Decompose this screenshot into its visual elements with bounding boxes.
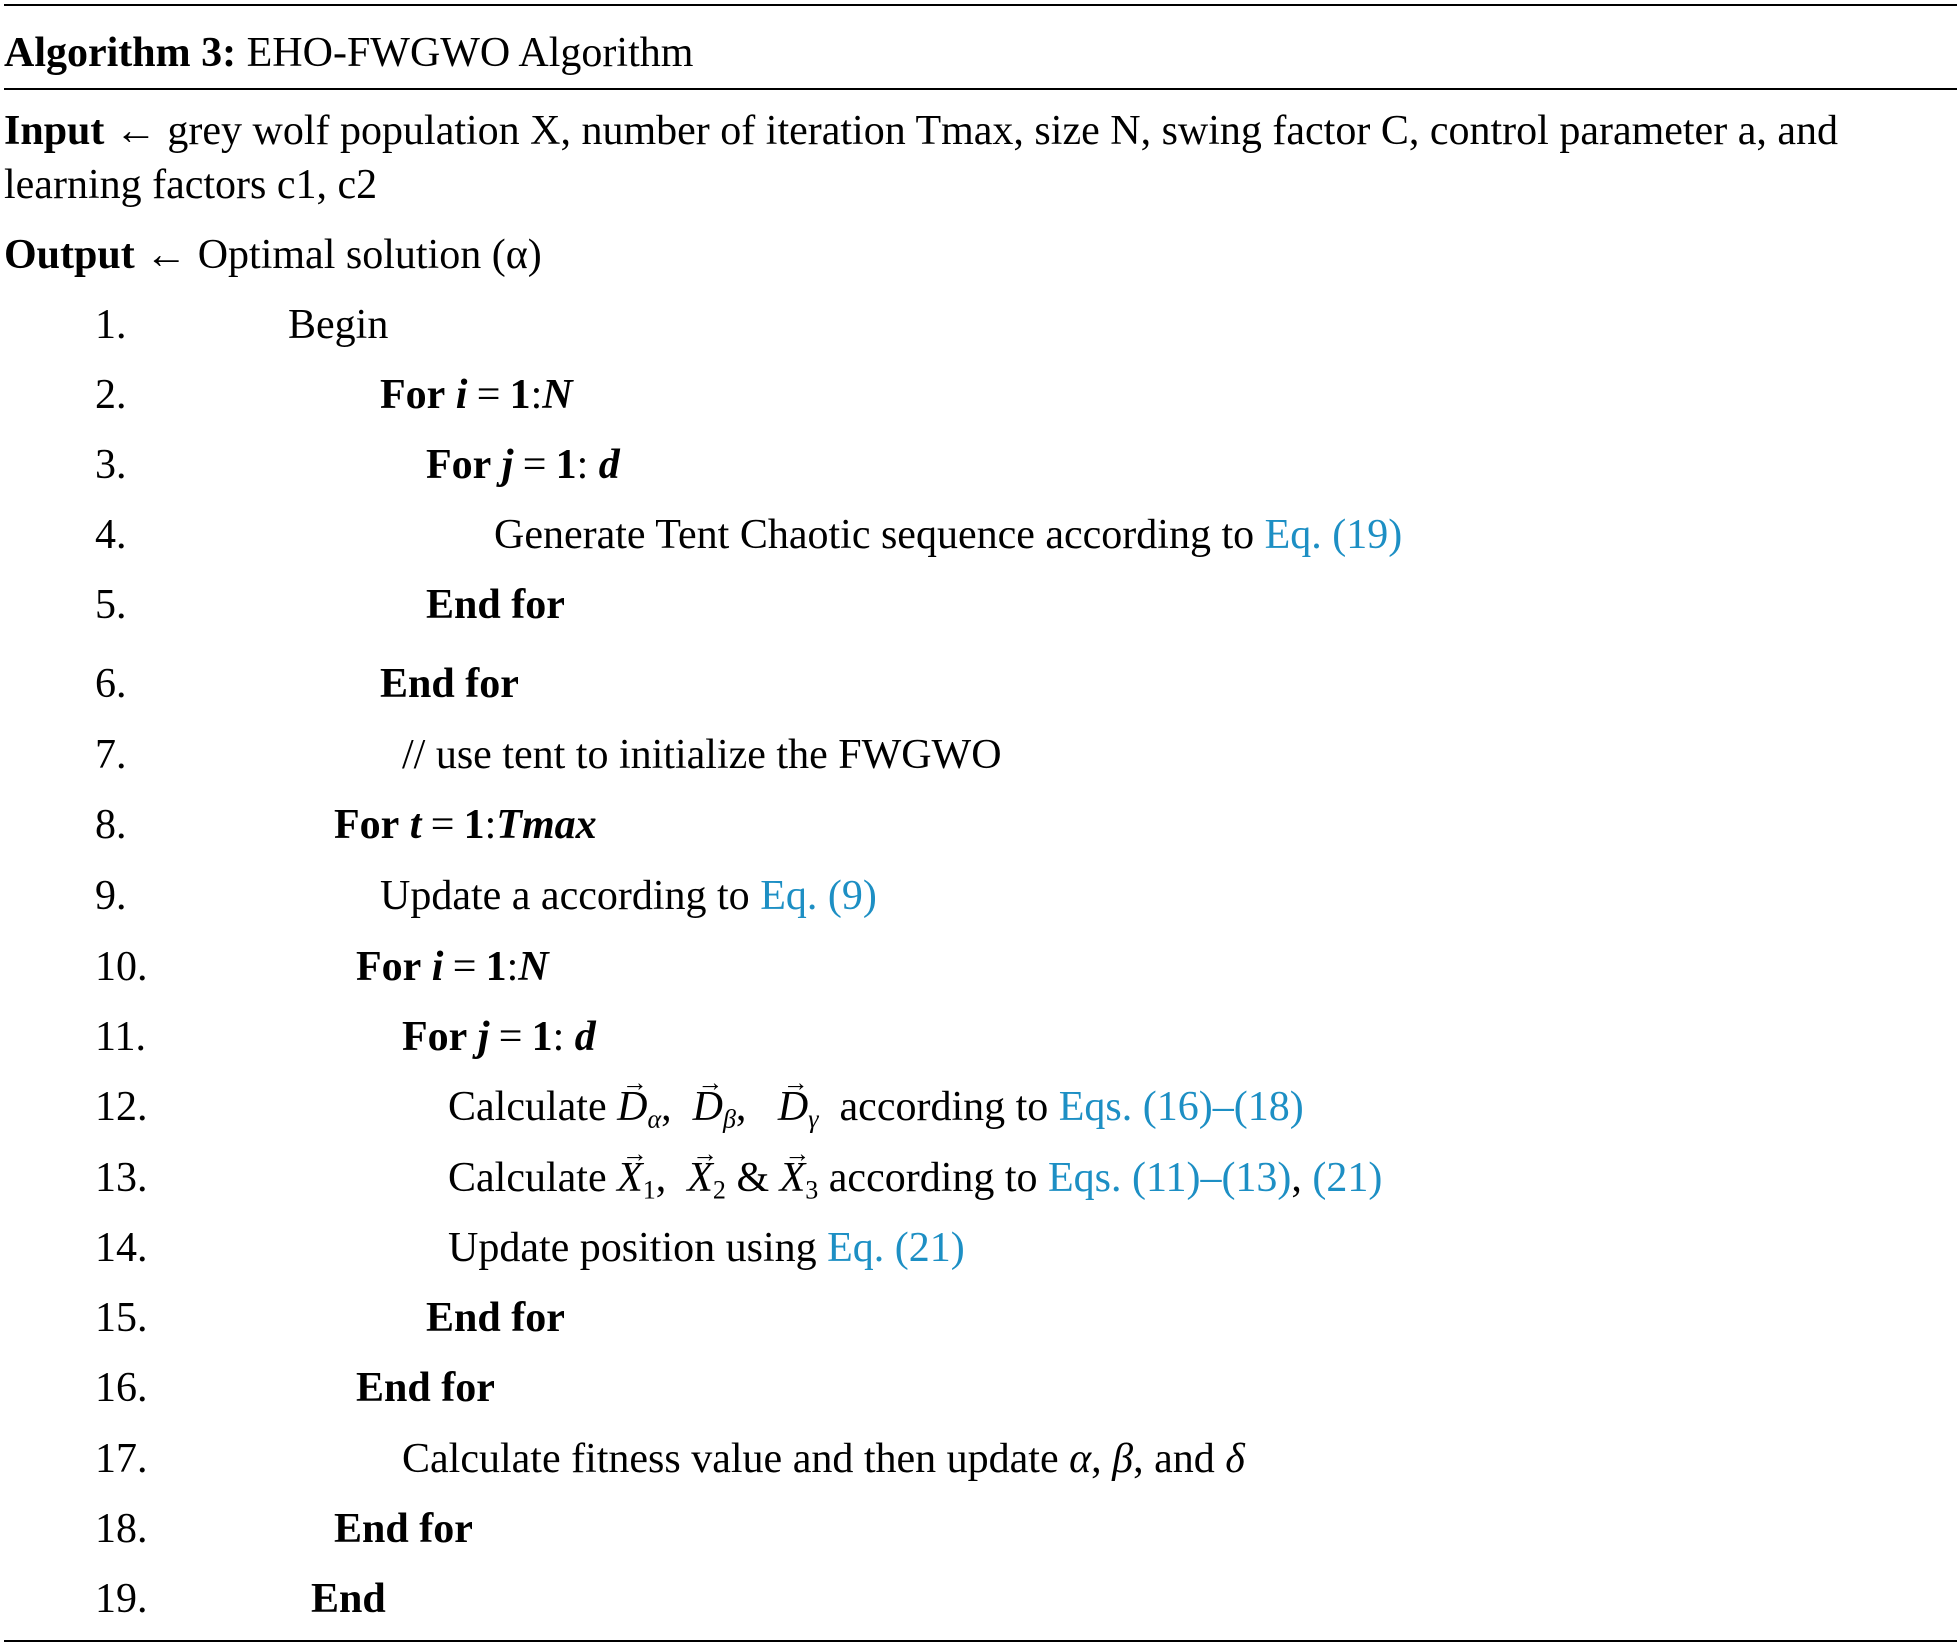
loop-variable: i [455,372,468,418]
step-8 [334,804,597,846]
equation-link[interactable]: (21) [1312,1155,1383,1201]
range-colon: : [530,372,543,418]
keyword: For [402,1014,468,1060]
caption-title: EHO-FWGWO Algorithm [246,30,694,76]
equation-link[interactable]: Eqs. (16)–(18) [1058,1084,1304,1130]
keyword: For [356,944,422,990]
step-2 [380,374,573,416]
ampersand: & [736,1155,770,1201]
greek-delta: δ [1225,1436,1245,1482]
step-1 [288,304,388,346]
loop-end: d [574,1014,596,1060]
step-13 [448,1157,1382,1203]
vector-x3: → X [780,1157,806,1199]
loop-variable: j [477,1014,490,1060]
step-number: 13. [95,1155,148,1201]
step-text-after: according to [828,1155,1038,1201]
step-14 [448,1227,965,1269]
input-text-continued: learning factors c1, c2 [4,162,378,208]
output-arrow: ← [145,232,188,278]
step-9 [380,875,877,917]
keyword: End for [426,582,565,628]
subscript: 3 [805,1175,819,1205]
keyword: End for [334,1506,473,1552]
step-18 [334,1508,473,1550]
input-text: grey wolf population X, number of iteration Tmax, size N, swing factor C, control parameter a, and [167,108,1838,154]
greek-beta: β [1112,1436,1134,1482]
step-5 [426,584,565,626]
input-line-2 [4,164,377,206]
keyword: End for [426,1295,565,1341]
step-6 [380,663,519,705]
step-10 [356,946,549,988]
step-19 [311,1578,386,1620]
range-colon: : [506,944,519,990]
separator: , [1091,1436,1102,1482]
equation-link[interactable]: Eqs. (11)–(13) [1048,1155,1292,1201]
step-number: 8. [95,802,127,848]
step-4 [494,514,1402,556]
equation-link[interactable]: Eq. (21) [827,1225,965,1271]
range-colon: : [576,442,589,488]
step-number: 7. [95,732,127,778]
step-number: 1. [95,302,127,348]
loop-start: 1 [509,372,531,418]
keyword: End for [356,1365,495,1411]
separator: , [661,1084,672,1130]
caption-rule [4,88,1957,90]
input-label: Input [4,108,105,154]
loop-variable: j [501,442,514,488]
vector-x2: → X [687,1157,713,1199]
range-colon: : [552,1014,565,1060]
step-number: 11. [95,1014,146,1060]
keyword: For [426,442,492,488]
input-line-1 [4,110,1838,152]
subscript: β [722,1104,736,1134]
step-number: 4. [95,512,127,558]
step-16 [356,1367,495,1409]
loop-variable: i [431,944,444,990]
step-number: 3. [95,442,127,488]
loop-end: d [598,442,620,488]
step-12 [448,1086,1304,1132]
loop-start: 1 [531,1014,553,1060]
greek-alpha: α [1069,1436,1092,1482]
loop-end: N [542,372,573,418]
input-arrow: ← [114,108,157,154]
step-number: 17. [95,1436,148,1482]
separator: , [655,1155,667,1201]
bottom-rule [4,1640,1957,1642]
output-line [4,234,542,276]
vector-x1: → X [617,1157,643,1199]
step-number: 9. [95,873,127,919]
range-colon: : [484,802,497,848]
loop-start: 1 [485,944,507,990]
vector-d-alpha: → D [617,1086,647,1128]
step-number: 2. [95,372,127,418]
step-number: 15. [95,1295,148,1341]
step-text: Generate Tent Chaotic sequence according to [494,512,1255,558]
equation-link[interactable]: Eq. (19) [1264,512,1403,558]
step-text: Begin [288,302,389,348]
subscript: 2 [712,1175,726,1205]
output-text: Optimal solution (α) [197,232,542,278]
separator: , and [1133,1436,1215,1482]
step-text: Calculate [448,1084,607,1130]
step-text: Update a according to [380,873,750,919]
loop-end: Tmax [496,802,597,848]
step-number: 12. [95,1084,148,1130]
keyword: End [311,1576,386,1622]
caption-label: Algorithm 3: [4,30,237,76]
loop-end: N [518,944,549,990]
step-number: 18. [95,1506,148,1552]
step-number: 10. [95,944,148,990]
step-15 [426,1297,565,1339]
comment-text: // use tent to initialize the FWGWO [402,732,1002,778]
step-11 [402,1016,596,1058]
step-text: Calculate fitness value and then update [402,1436,1059,1482]
step-number: 19. [95,1576,148,1622]
loop-start: 1 [555,442,577,488]
step-7 [402,734,1002,776]
output-label: Output [4,232,135,278]
equals-sign: = [452,944,477,990]
algorithm-caption [4,32,693,74]
step-text: Calculate [448,1155,607,1201]
step-text-after: according to [839,1084,1049,1130]
keyword: For [334,802,400,848]
separator: , [735,1084,747,1130]
equals-sign: = [522,442,547,488]
keyword: End for [380,661,519,707]
loop-variable: t [409,802,422,848]
top-rule [4,4,1957,6]
step-number: 6. [95,661,127,707]
loop-start: 1 [463,802,485,848]
subscript: α [647,1104,662,1134]
vector-d-gamma: → D [778,1086,808,1128]
vector-d-beta: → D [693,1086,723,1128]
step-number: 14. [95,1225,148,1271]
subscript: 1 [642,1175,656,1205]
equation-link[interactable]: Eq. (9) [760,873,877,919]
separator: , [1291,1155,1302,1201]
equals-sign: = [476,372,501,418]
equals-sign: = [430,802,455,848]
step-number: 16. [95,1365,148,1411]
subscript: γ [808,1104,819,1134]
equals-sign: = [498,1014,523,1060]
step-number: 5. [95,582,127,628]
step-17 [402,1438,1245,1480]
step-3 [426,444,620,486]
keyword: For [380,372,446,418]
step-text: Update position using [448,1225,817,1271]
